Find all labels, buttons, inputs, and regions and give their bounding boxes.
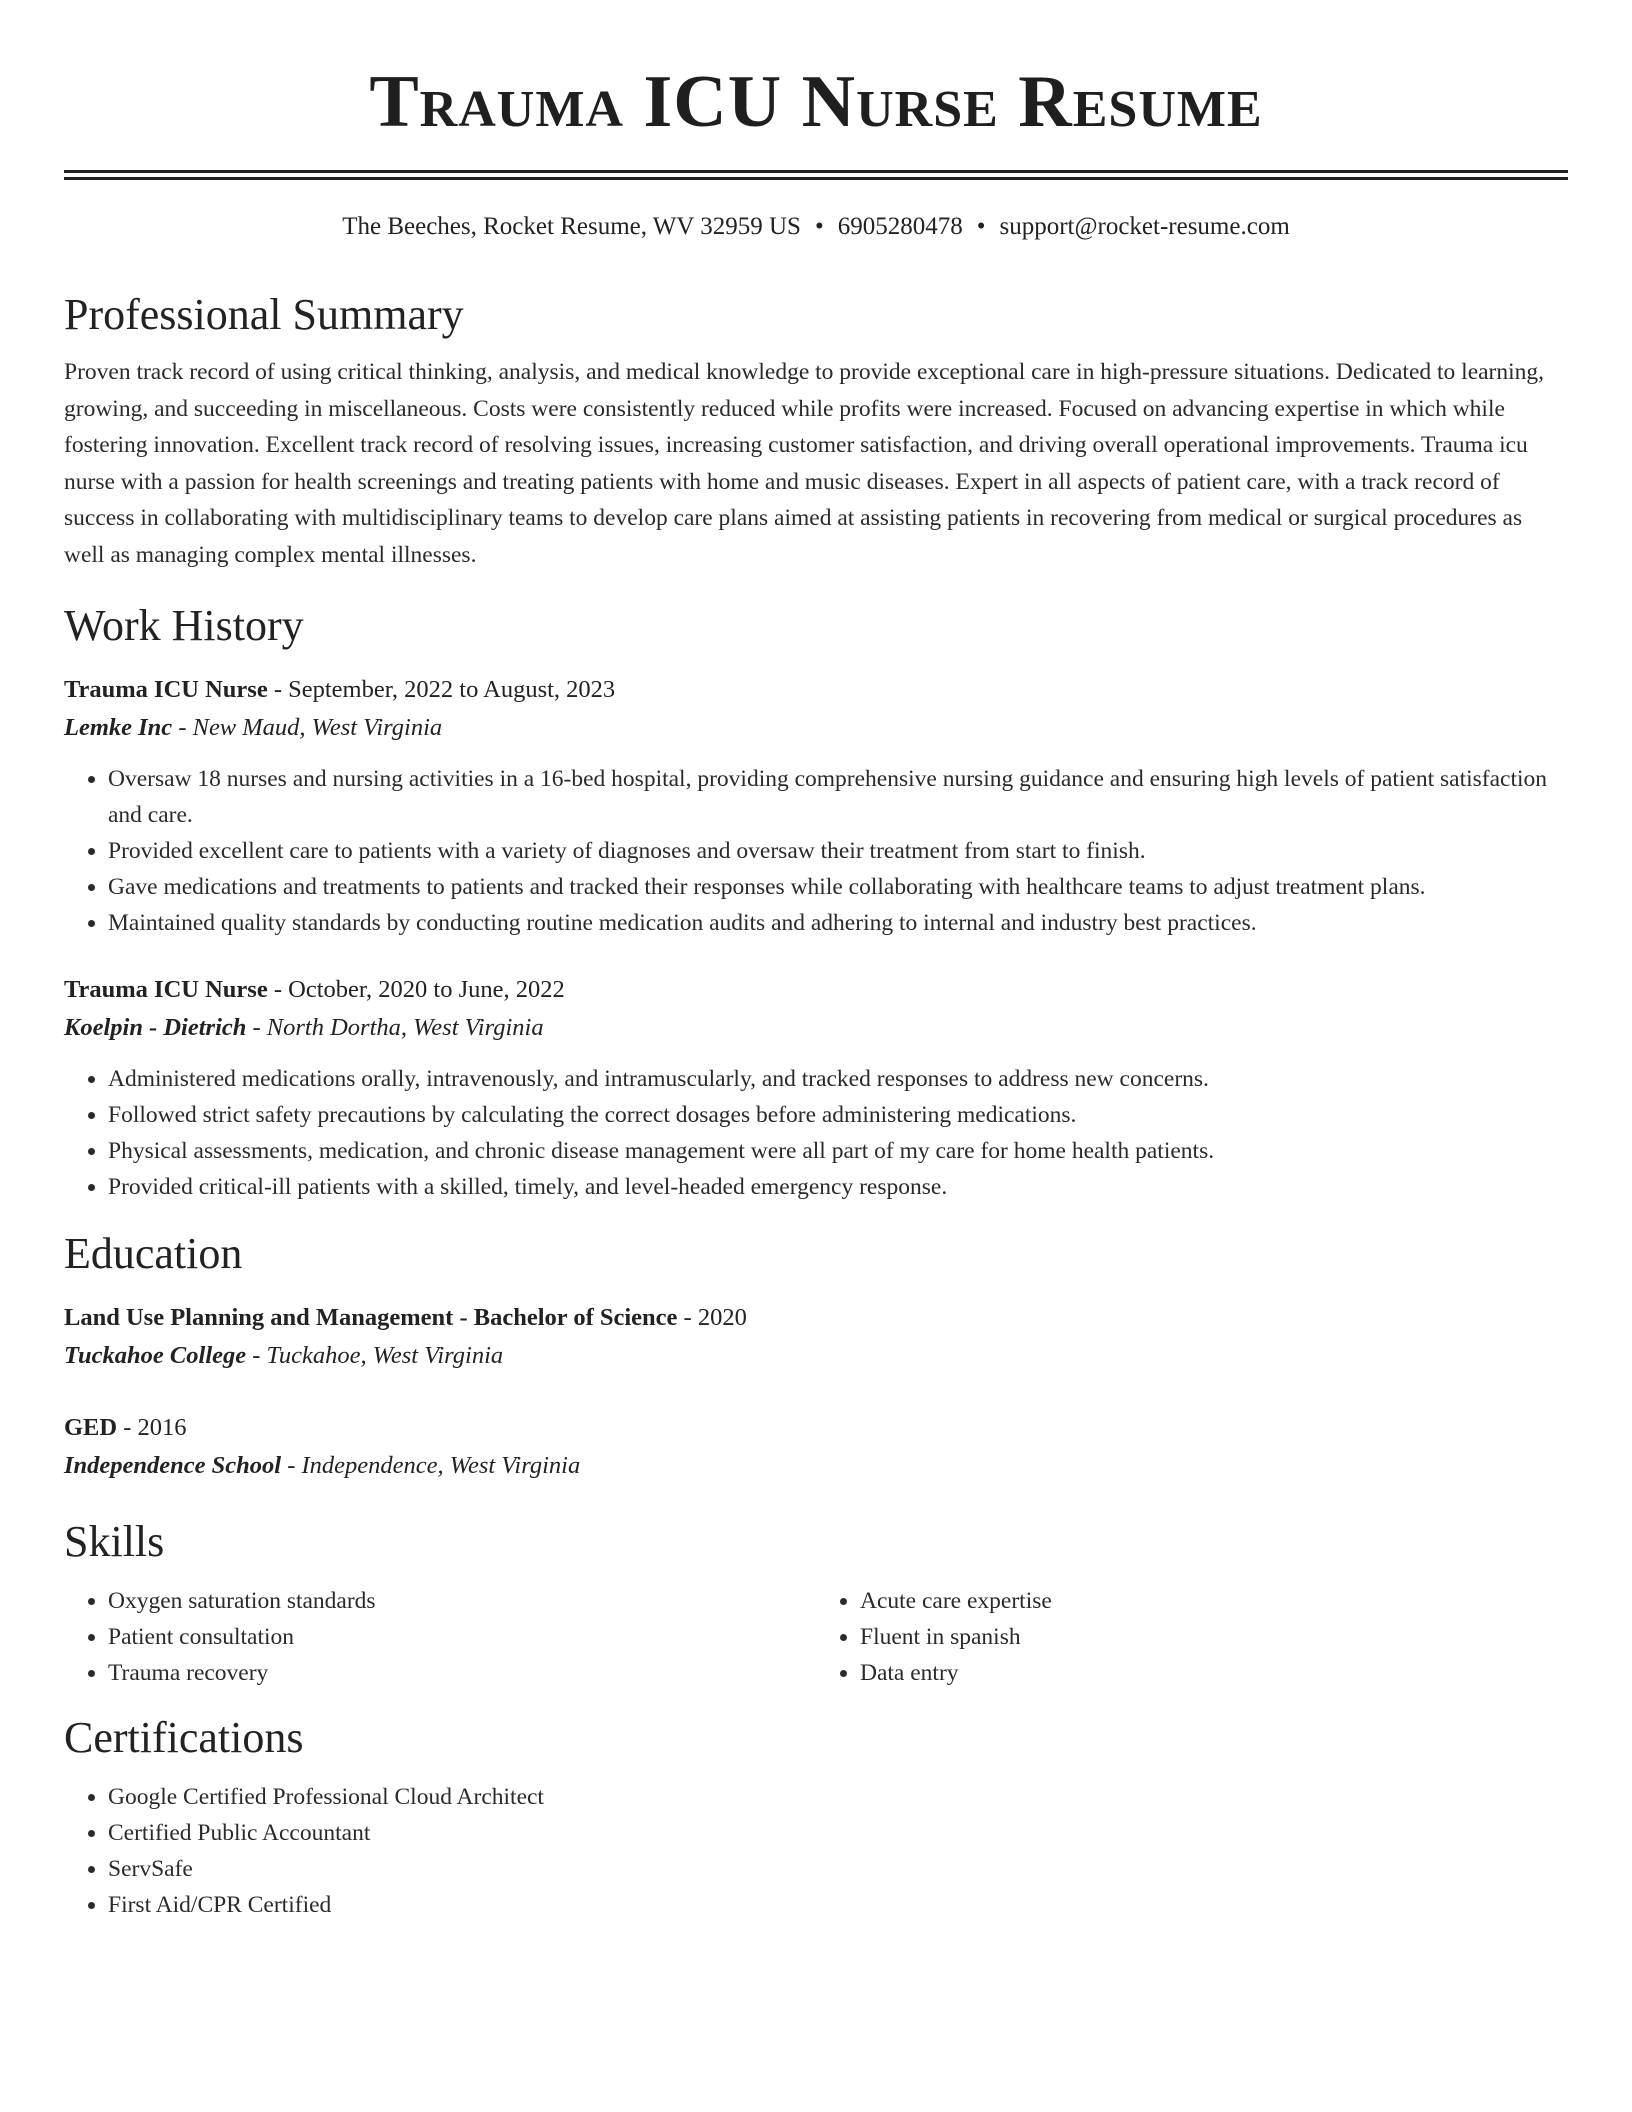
school-name: Tuckahoe College bbox=[64, 1342, 247, 1369]
degree-year: - 2016 bbox=[117, 1414, 187, 1441]
title-double-rule bbox=[64, 170, 1568, 180]
job-entry bbox=[64, 971, 1568, 1205]
job-location: - New Maud, West Virginia bbox=[172, 714, 443, 741]
contact-line bbox=[64, 210, 1568, 244]
certification-item: • Certified Public Accountant bbox=[108, 1815, 1568, 1851]
job-company-line bbox=[64, 709, 1568, 747]
section-heading-work: Work History bbox=[64, 601, 304, 650]
contact-email[interactable]: support@rocket-resume.com bbox=[999, 213, 1290, 240]
job-bullet: • Oversaw 18 nurses and nursing activities in a 16-bed hospital, providing comprehensive nursing guidance and ensuring high levels of patient satisfaction and care. bbox=[108, 761, 1568, 833]
contact-phone: 6905280478 bbox=[837, 213, 963, 240]
skills-columns bbox=[64, 1583, 1568, 1691]
contact-separator: • bbox=[814, 213, 824, 240]
degree-line bbox=[64, 1409, 1568, 1447]
job-bullet: • Provided excellent care to patients with a variety of diagnoses and oversaw their treatment from start to finish. bbox=[108, 833, 1568, 869]
job-title-line bbox=[64, 971, 1568, 1009]
job-location: - North Dortha, West Virginia bbox=[246, 1014, 544, 1041]
job-title: Trauma ICU Nurse bbox=[64, 976, 268, 1003]
education-entry bbox=[64, 1299, 1568, 1375]
school-location: - Tuckahoe, West Virginia bbox=[246, 1342, 504, 1369]
contact-separator: • bbox=[976, 213, 986, 240]
skill-item: • Patient consultation bbox=[108, 1619, 816, 1655]
summary-text: Proven track record of using critical thinking, analysis, and medical knowledge to provide exceptional care in high-pressure situations. Dedicated to learning, growing, and succeeding in miscellaneous. Costs were consistently reduced while profits were increased. Focused on advancing expertise in which while fostering innovation. Excellent track record of resolving issues, increasing customer satisfaction, and driving overall operational improvements. Trauma icu nurse with a passion for health screenings and treating patients with home and music diseases. Expert in all aspects of patient care, with a track record of success in collaborating with multidisciplinary teams to develop care plans aimed at assisting patients in recovering from medical or surgical procedures as well as managing complex mental illnesses. bbox=[64, 359, 1545, 568]
skill-item: • Data entry bbox=[860, 1655, 1568, 1691]
certification-item: • ServSafe bbox=[108, 1851, 1568, 1887]
job-bullet: • Administered medications orally, intravenously, and intramuscularly, and tracked responses to address new concerns. bbox=[108, 1061, 1568, 1097]
job-title: Trauma ICU Nurse bbox=[64, 676, 268, 703]
work-history-section bbox=[64, 599, 1568, 1205]
job-bullet: • Maintained quality standards by conducting routine medication audits and adhering to internal and industry best practices. bbox=[108, 905, 1568, 941]
certifications-list bbox=[64, 1779, 1568, 1923]
degree-name: GED bbox=[64, 1414, 118, 1441]
school-name: Independence School bbox=[64, 1452, 282, 1479]
job-title-line bbox=[64, 671, 1568, 709]
section-heading-certifications: Certifications bbox=[64, 1713, 304, 1762]
job-bullet: • Gave medications and treatments to patients and tracked their responses while collaborating with healthcare teams to adjust treatment plans. bbox=[108, 869, 1568, 905]
professional-summary-section bbox=[64, 288, 1568, 573]
certifications-section bbox=[64, 1711, 1568, 1923]
degree-year: - 2020 bbox=[677, 1304, 747, 1331]
section-heading-summary: Professional Summary bbox=[64, 290, 464, 339]
contact-address: The Beeches, Rocket Resume, WV 32959 US bbox=[342, 213, 801, 240]
job-company-line bbox=[64, 1009, 1568, 1047]
job-bullets bbox=[64, 1061, 1568, 1205]
skill-item: • Acute care expertise bbox=[860, 1583, 1568, 1619]
job-bullets bbox=[64, 761, 1568, 941]
job-bullet: • Provided critical-ill patients with a skilled, timely, and level-headed emergency response. bbox=[108, 1169, 1568, 1205]
education-entry bbox=[64, 1409, 1568, 1485]
section-heading-skills: Skills bbox=[64, 1517, 165, 1566]
job-bullet: • Followed strict safety precautions by calculating the correct dosages before administering medications. bbox=[108, 1097, 1568, 1133]
job-dates: - October, 2020 to June, 2022 bbox=[267, 976, 565, 1003]
education-section bbox=[64, 1227, 1568, 1485]
job-dates: - September, 2022 to August, 2023 bbox=[267, 676, 616, 703]
job-company: Lemke Inc bbox=[64, 714, 173, 741]
job-company: Koelpin - Dietrich bbox=[64, 1014, 247, 1041]
resume-title: Trauma ICU Nurse Resume bbox=[369, 61, 1263, 143]
skills-list-left bbox=[64, 1583, 816, 1691]
certification-item: • First Aid/CPR Certified bbox=[108, 1887, 1568, 1923]
job-entry bbox=[64, 671, 1568, 941]
certification-item: • Google Certified Professional Cloud Architect bbox=[108, 1779, 1568, 1815]
school-line bbox=[64, 1447, 1568, 1485]
skills-section bbox=[64, 1515, 1568, 1691]
skill-item: • Oxygen saturation standards bbox=[108, 1583, 816, 1619]
school-line bbox=[64, 1337, 1568, 1375]
skills-list-right bbox=[816, 1583, 1568, 1691]
job-bullet: • Physical assessments, medication, and chronic disease management were all part of my care for home health patients. bbox=[108, 1133, 1568, 1169]
skill-item: • Fluent in spanish bbox=[860, 1619, 1568, 1655]
degree-name: Land Use Planning and Management - Bachelor of Science bbox=[64, 1304, 678, 1331]
section-heading-education: Education bbox=[64, 1229, 243, 1278]
degree-line bbox=[64, 1299, 1568, 1337]
school-location: - Independence, West Virginia bbox=[281, 1452, 581, 1479]
skill-item: • Trauma recovery bbox=[108, 1655, 816, 1691]
